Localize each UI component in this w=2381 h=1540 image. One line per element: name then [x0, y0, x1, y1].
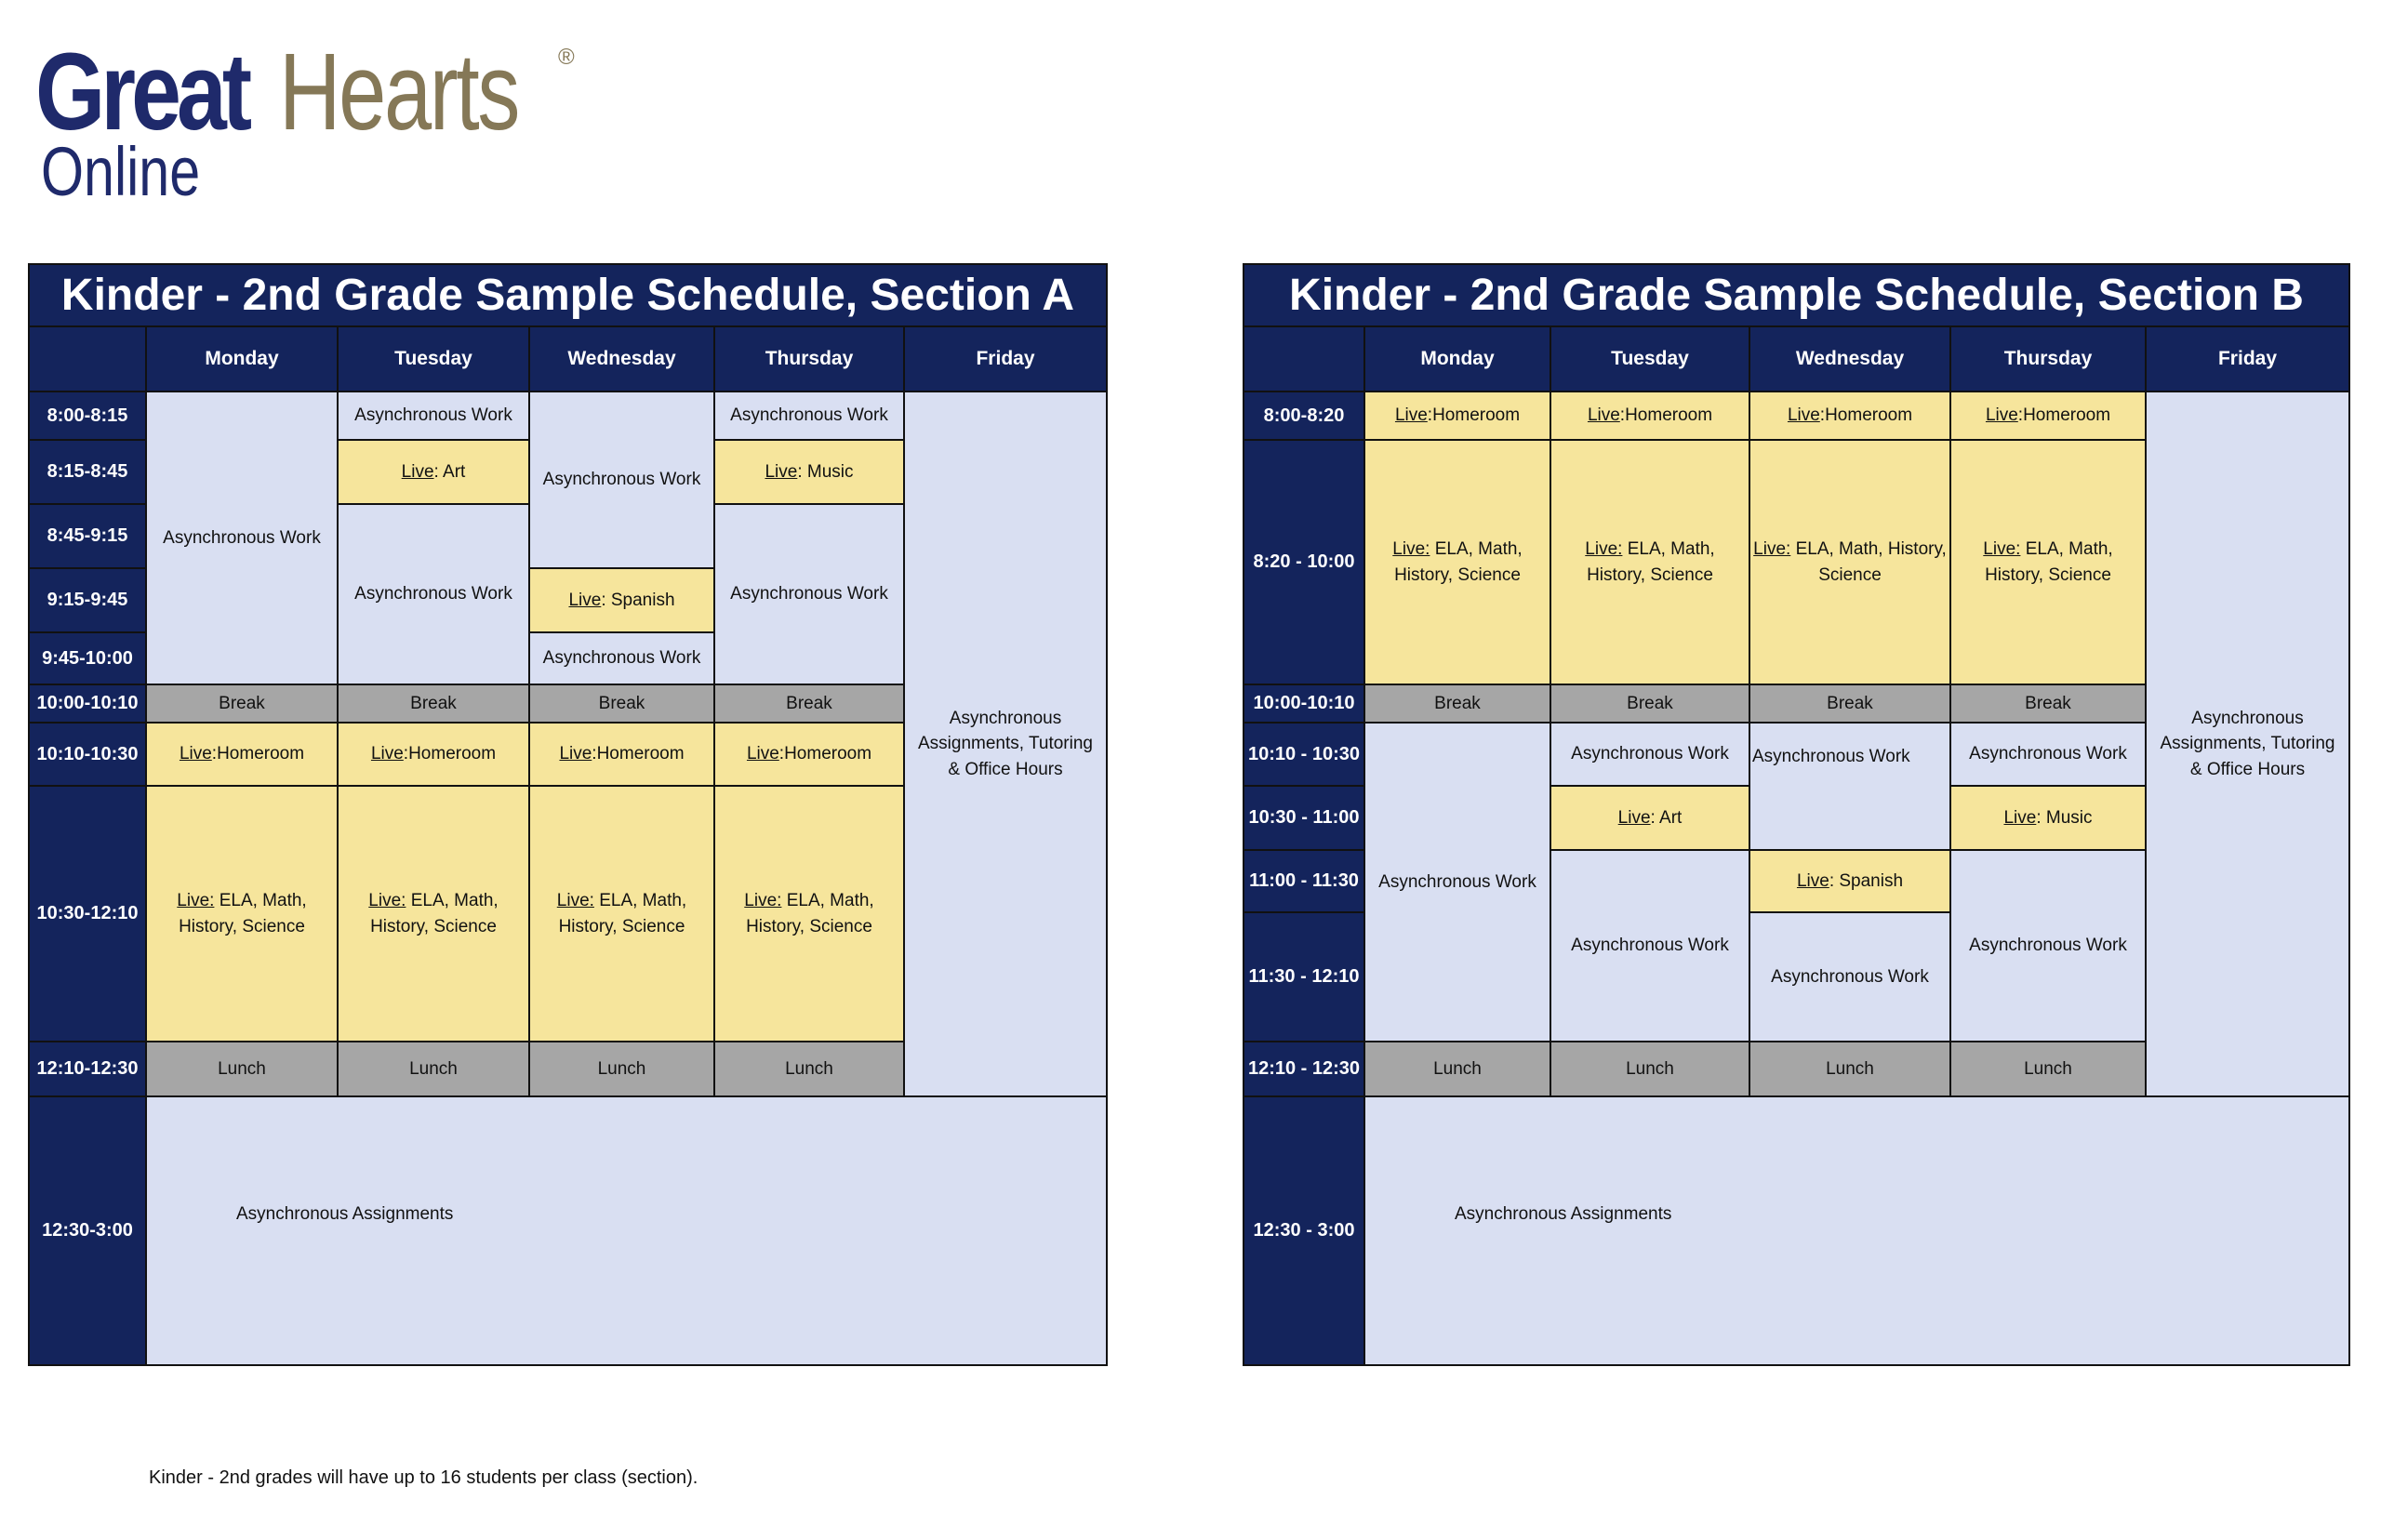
time-slot: 12:10-12:30 — [28, 1041, 147, 1097]
logo-online-text: Online — [41, 133, 201, 210]
subject-label: ELA, Math, History, — [1790, 538, 1947, 559]
friday-label: Asynchronous Assignments, Tutoring & Office Hours — [2160, 708, 2335, 779]
subject-label: : Spanish — [1829, 870, 1904, 891]
tuesday-async-work: Asynchronous Work — [337, 503, 530, 685]
subject-label: : Art — [433, 461, 466, 482]
time-slot: 10:00-10:10 — [28, 684, 147, 724]
registered-mark-icon: ® — [558, 45, 575, 70]
live-label: Live: — [1983, 538, 2021, 559]
subject-label: History, Science — [1985, 564, 2111, 585]
wednesday-async-work: Asynchronous Work — [1749, 722, 1951, 851]
time-slot: 8:45-9:15 — [28, 503, 147, 569]
homeroom-cell — [1749, 391, 1951, 441]
monday-async-work: Asynchronous Work — [145, 391, 339, 685]
live-label: Live — [1796, 870, 1829, 891]
time-slot: 10:10 - 10:30 — [1243, 722, 1365, 787]
lunch-cell: Lunch — [337, 1041, 530, 1097]
day-header-wednesday: Wednesday — [1749, 325, 1951, 392]
subject-label: : Spanish — [601, 590, 675, 610]
live-label: Live: — [1753, 538, 1791, 559]
subject-label: ELA, Math, — [1622, 538, 1715, 559]
lunch-cell: Lunch — [713, 1041, 905, 1097]
live-label: Live — [1587, 405, 1620, 426]
live-label: Live — [2003, 807, 2037, 828]
day-header-tuesday: Tuesday — [1550, 325, 1750, 392]
live-label: Live — [370, 744, 404, 764]
tuesday-async-work: Asynchronous Work — [1550, 722, 1750, 787]
time-slot: 10:30-12:10 — [28, 785, 147, 1042]
homeroom-cell — [1550, 391, 1750, 441]
subject-label: History, Science — [370, 916, 497, 936]
afternoon-label: Asynchronous Assignments — [1455, 1204, 1672, 1224]
thursday-async-work: Asynchronous Work — [1949, 849, 2147, 1042]
subject-label: History, Science — [746, 916, 872, 936]
subject-label: :Homeroom — [1819, 405, 1913, 426]
time-slot: 11:00 - 11:30 — [1243, 849, 1365, 913]
time-slot: 12:10 - 12:30 — [1243, 1041, 1365, 1097]
day-header-monday: Monday — [145, 325, 339, 392]
core-subjects-cell — [1949, 439, 2147, 685]
live-label: Live: — [744, 890, 782, 910]
live-label: Live — [1394, 405, 1428, 426]
live-label: Live — [568, 590, 602, 610]
time-slot: 10:30 - 11:00 — [1243, 785, 1365, 851]
live-label: Live — [559, 744, 592, 764]
subject-label: ELA, Math, — [593, 890, 687, 910]
wednesday-live-spanish — [528, 567, 715, 633]
live-label: Live: — [1392, 538, 1430, 559]
core-subjects-cell — [145, 785, 339, 1042]
header-corner — [1243, 325, 1365, 392]
live-label: Live: — [1585, 538, 1623, 559]
subject-label: ELA, Math, — [781, 890, 874, 910]
live-label: Live — [1787, 405, 1820, 426]
subject-label: History, Science — [1394, 564, 1521, 585]
day-header-friday: Friday — [2145, 325, 2350, 392]
break-cell: Break — [1550, 684, 1750, 724]
time-slot: 8:15-8:45 — [28, 439, 147, 505]
wednesday-async-work: Asynchronous Work — [1749, 911, 1951, 1042]
lunch-cell: Lunch — [1363, 1041, 1551, 1097]
lunch-cell: Lunch — [1749, 1041, 1951, 1097]
schedule-title: Kinder - 2nd Grade Sample Schedule, Section A — [28, 263, 1108, 327]
time-slot: 12:30 - 3:00 — [1243, 1095, 1365, 1366]
wednesday-live-spanish — [1749, 849, 1951, 913]
logo-great-text: Great — [35, 31, 248, 153]
time-slot: 8:00-8:20 — [1243, 391, 1365, 441]
homeroom-cell — [337, 722, 530, 787]
tuesday-live-art — [1550, 785, 1750, 851]
live-label: Live: — [177, 890, 215, 910]
thursday-async-work: Asynchronous Work — [713, 391, 905, 441]
friday-cell — [903, 391, 1108, 1097]
break-cell: Break — [1949, 684, 2147, 724]
time-slot: 8:20 - 10:00 — [1243, 439, 1365, 685]
tuesday-async-work: Asynchronous Work — [337, 391, 530, 441]
homeroom-cell — [1363, 391, 1551, 441]
core-subjects-cell — [713, 785, 905, 1042]
homeroom-cell — [145, 722, 339, 787]
core-subjects-cell — [1749, 439, 1951, 685]
day-header-friday: Friday — [903, 325, 1108, 392]
subject-label: :Homeroom — [403, 744, 497, 764]
subject-label: ELA, Math, — [214, 890, 307, 910]
friday-cell — [2145, 391, 2350, 1097]
time-slot: 8:00-8:15 — [28, 391, 147, 441]
thursday-async-work: Asynchronous Work — [1949, 722, 2147, 787]
subject-label: :Homeroom — [1427, 405, 1521, 426]
live-label: Live — [746, 744, 779, 764]
schedule-title: Kinder - 2nd Grade Sample Schedule, Section B — [1243, 263, 2350, 327]
lunch-cell: Lunch — [1550, 1041, 1750, 1097]
afternoon-cell — [1363, 1095, 2350, 1366]
break-cell: Break — [528, 684, 715, 724]
break-cell: Break — [1749, 684, 1951, 724]
subject-label: : Music — [2036, 807, 2093, 828]
core-subjects-cell — [528, 785, 715, 1042]
live-label: Live — [765, 461, 798, 482]
core-subjects-cell — [337, 785, 530, 1042]
homeroom-cell — [528, 722, 715, 787]
live-label: Live — [401, 461, 434, 482]
live-label: Live: — [556, 890, 594, 910]
subject-label: : Art — [1650, 807, 1683, 828]
time-slot: 9:45-10:00 — [28, 631, 147, 685]
subject-label: :Homeroom — [778, 744, 872, 764]
footnote: Kinder - 2nd grades will have up to 16 students per class (section). — [149, 1467, 698, 1488]
thursday-live-music — [713, 439, 905, 505]
day-header-tuesday: Tuesday — [337, 325, 530, 392]
live-label: Live — [179, 744, 212, 764]
subject-label: :Homeroom — [1619, 405, 1713, 426]
wednesday-async-work: Asynchronous Work — [528, 391, 715, 569]
day-header-wednesday: Wednesday — [528, 325, 715, 392]
day-header-thursday: Thursday — [713, 325, 905, 392]
homeroom-cell — [713, 722, 905, 787]
break-cell: Break — [145, 684, 339, 724]
time-slot: 10:00-10:10 — [1243, 684, 1365, 724]
subject-label: History, Science — [558, 916, 685, 936]
subject-label: ELA, Math, — [406, 890, 499, 910]
break-cell: Break — [713, 684, 905, 724]
time-slot: 10:10-10:30 — [28, 722, 147, 787]
tuesday-async-work: Asynchronous Work — [1550, 849, 1750, 1042]
time-slot: 12:30-3:00 — [28, 1095, 147, 1366]
afternoon-cell — [145, 1095, 1108, 1366]
friday-label: Asynchronous Assignments, Tutoring & Office Hours — [918, 708, 1093, 779]
time-slot: 9:15-9:45 — [28, 567, 147, 633]
thursday-live-music — [1949, 785, 2147, 851]
break-cell: Break — [1363, 684, 1551, 724]
day-header-monday: Monday — [1363, 325, 1551, 392]
subject-label: Science — [1818, 564, 1882, 585]
time-slot: 11:30 - 12:10 — [1243, 911, 1365, 1042]
subject-label: History, Science — [1587, 564, 1713, 585]
homeroom-cell — [1949, 391, 2147, 441]
afternoon-label: Asynchronous Assignments — [236, 1204, 454, 1224]
live-label: Live — [1617, 807, 1651, 828]
day-header-thursday: Thursday — [1949, 325, 2147, 392]
subject-label: ELA, Math, — [2020, 538, 2113, 559]
lunch-cell: Lunch — [145, 1041, 339, 1097]
subject-label: ELA, Math, — [1430, 538, 1523, 559]
subject-label: :Homeroom — [592, 744, 685, 764]
live-label: Live: — [368, 890, 406, 910]
core-subjects-cell — [1550, 439, 1750, 685]
thursday-async-work: Asynchronous Work — [713, 503, 905, 685]
monday-async-work: Asynchronous Work — [1363, 722, 1551, 1042]
live-label: Live — [1985, 405, 2018, 426]
subject-label: History, Science — [179, 916, 305, 936]
header-corner — [28, 325, 147, 392]
lunch-cell: Lunch — [528, 1041, 715, 1097]
core-subjects-cell — [1363, 439, 1551, 685]
subject-label: :Homeroom — [2017, 405, 2111, 426]
subject-label: : Music — [797, 461, 854, 482]
lunch-cell: Lunch — [1949, 1041, 2147, 1097]
wednesday-async-work: Asynchronous Work — [528, 631, 715, 685]
tuesday-live-art — [337, 439, 530, 505]
logo-hearts-text: Hearts — [279, 31, 519, 153]
subject-label: :Homeroom — [211, 744, 305, 764]
break-cell: Break — [337, 684, 530, 724]
